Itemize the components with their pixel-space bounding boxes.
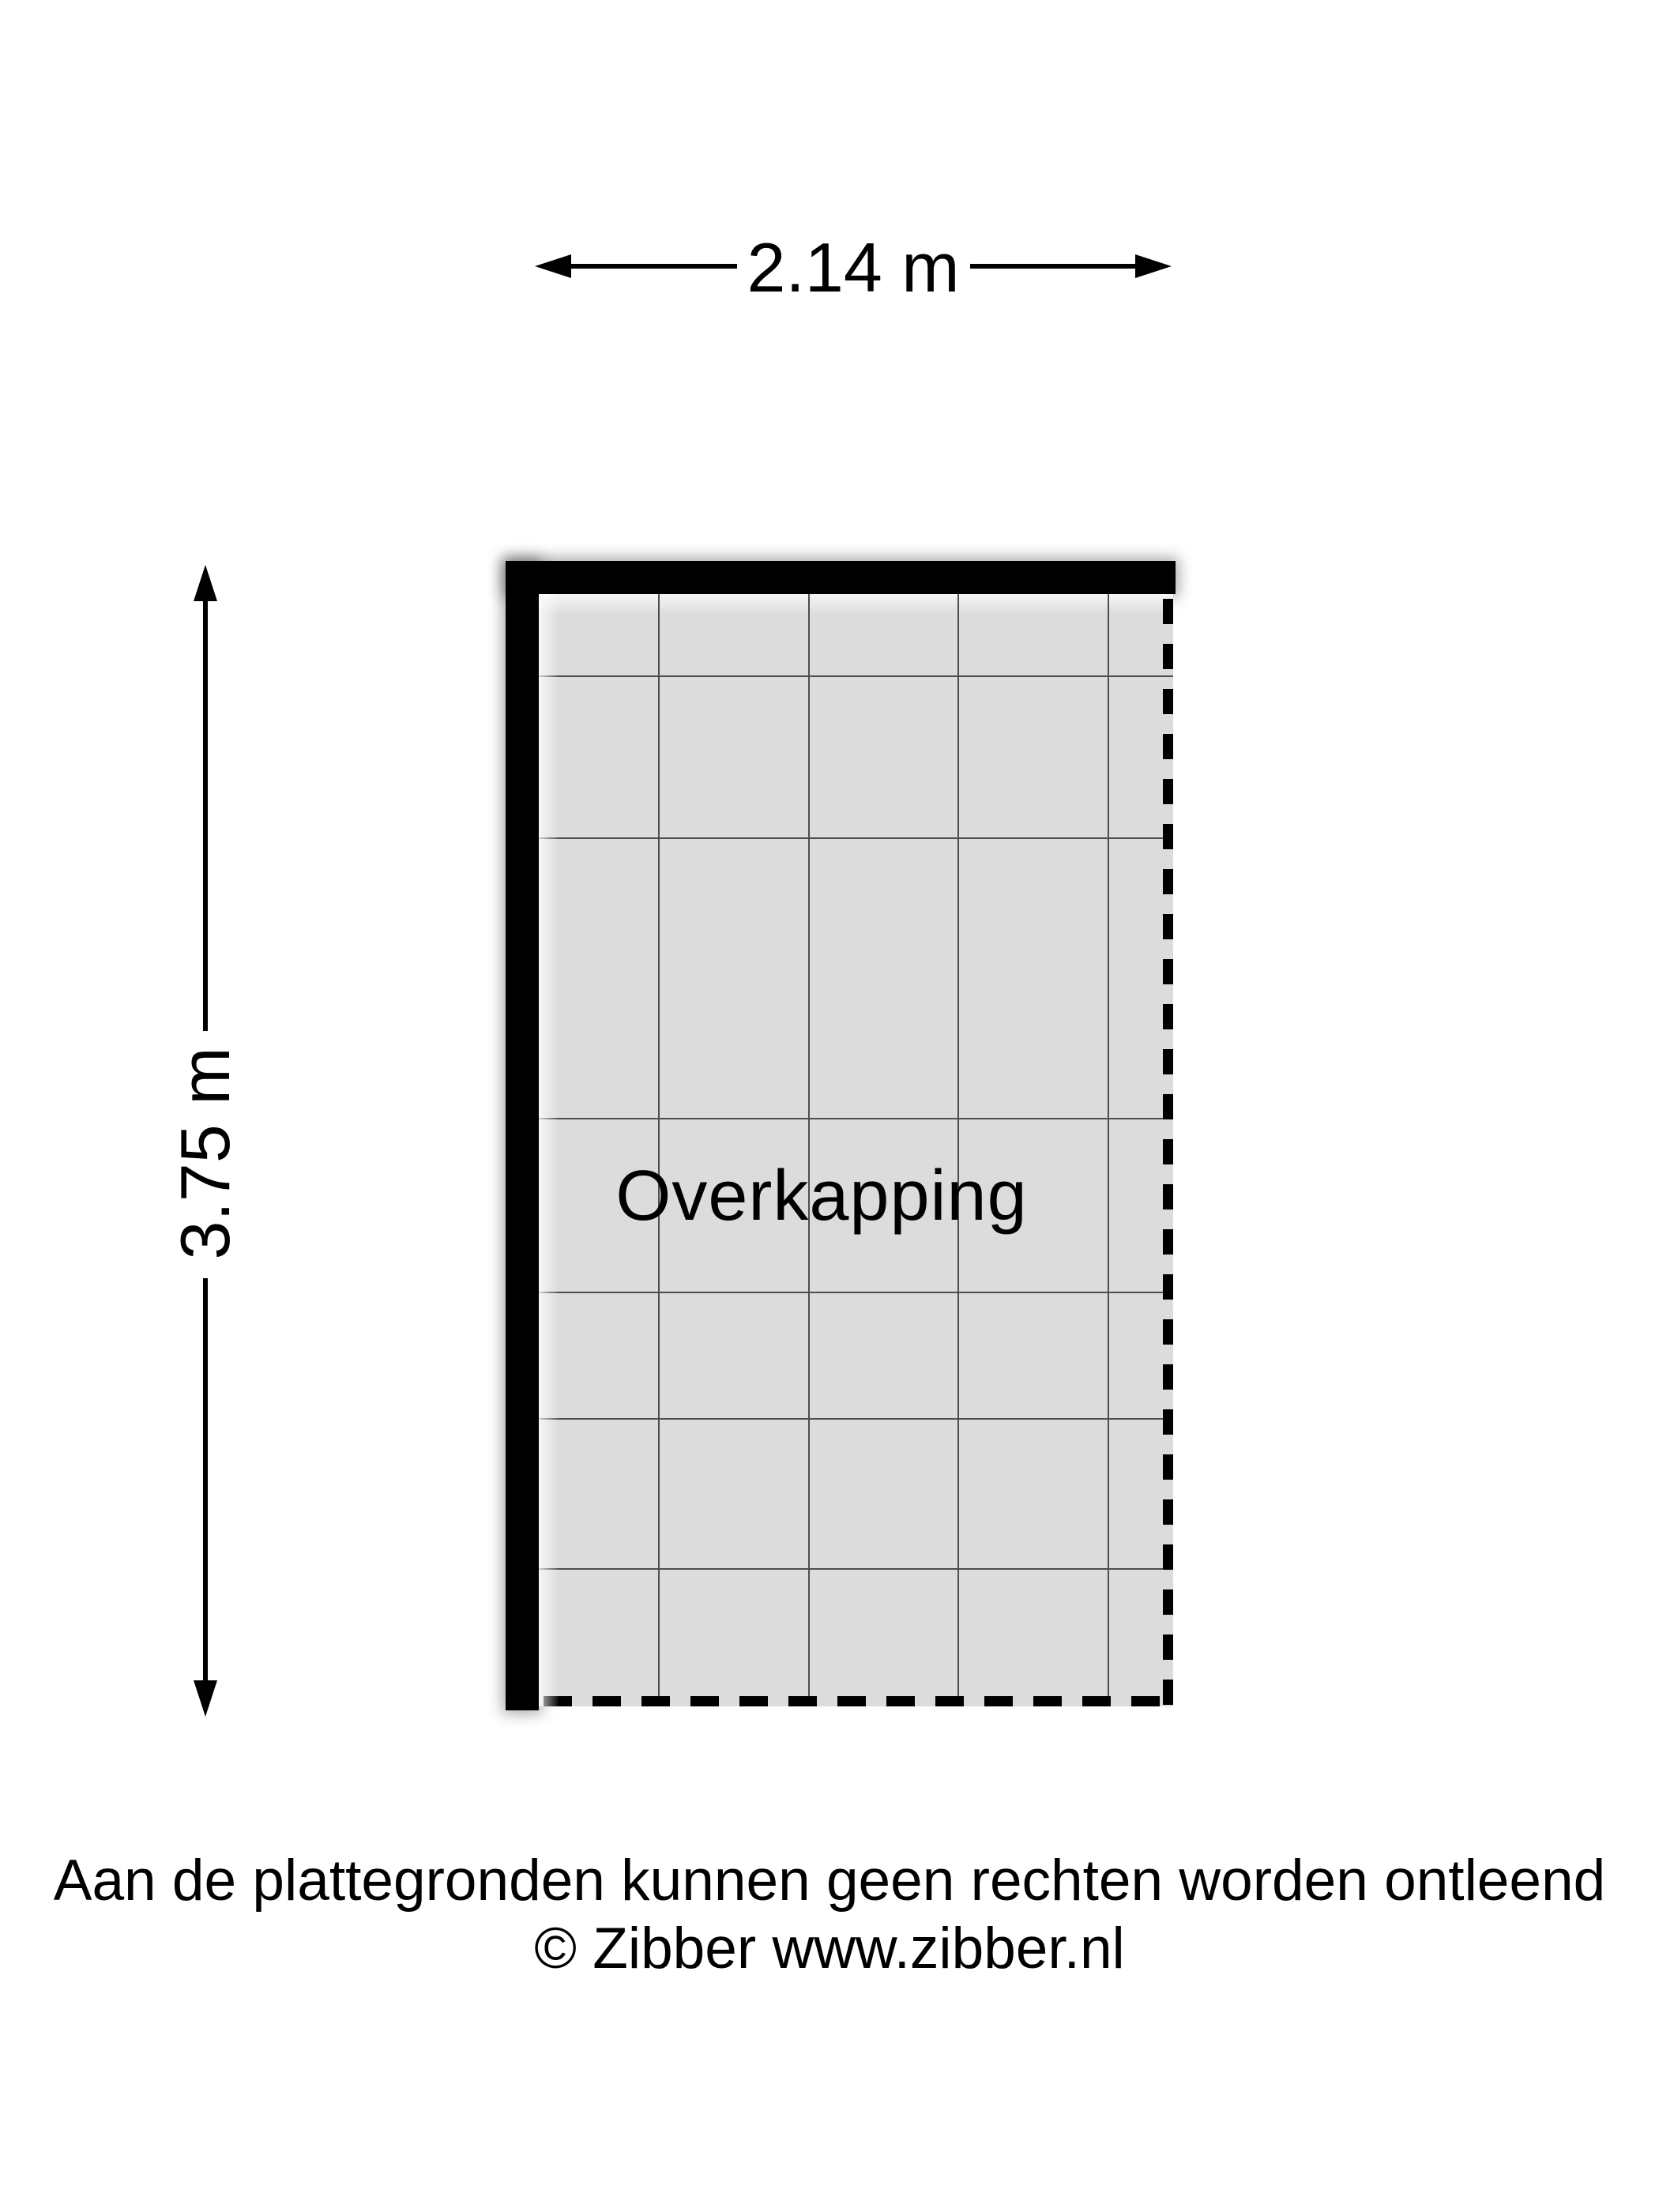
dimension-line [565,264,737,269]
dimension-line [203,1278,208,1680]
wall-top [506,561,1176,594]
grid-line [539,1292,1173,1293]
arrow-right-icon [1135,254,1172,278]
floor-area [539,594,1173,1706]
grid-line [539,1118,1173,1119]
grid-line [957,594,959,1706]
grid-line [808,594,810,1706]
dimension-line [203,595,208,1031]
grid-line [539,675,1173,677]
height-dimension-label: 3.75 m [166,1047,244,1260]
arrow-down-icon [194,1680,217,1717]
grid-line [539,837,1173,839]
wall-left [506,561,539,1710]
disclaimer-text: Aan de plattegronden kunnen geen rechten worden ontleend [53,1849,1606,1913]
grid-line [1108,594,1109,1706]
copyright-text: © Zibber www.zibber.nl [534,1917,1125,1981]
tile-grid [539,594,1173,1706]
open-edge-right-dashed [1163,599,1173,1706]
open-edge-bottom-dashed [544,1696,1165,1706]
grid-line [539,1418,1173,1420]
dimension-line [970,264,1138,269]
width-dimension-label: 2.14 m [747,228,960,307]
room-label: Overkapping [615,1157,1028,1236]
grid-line [658,594,660,1706]
grid-line [539,1568,1173,1570]
